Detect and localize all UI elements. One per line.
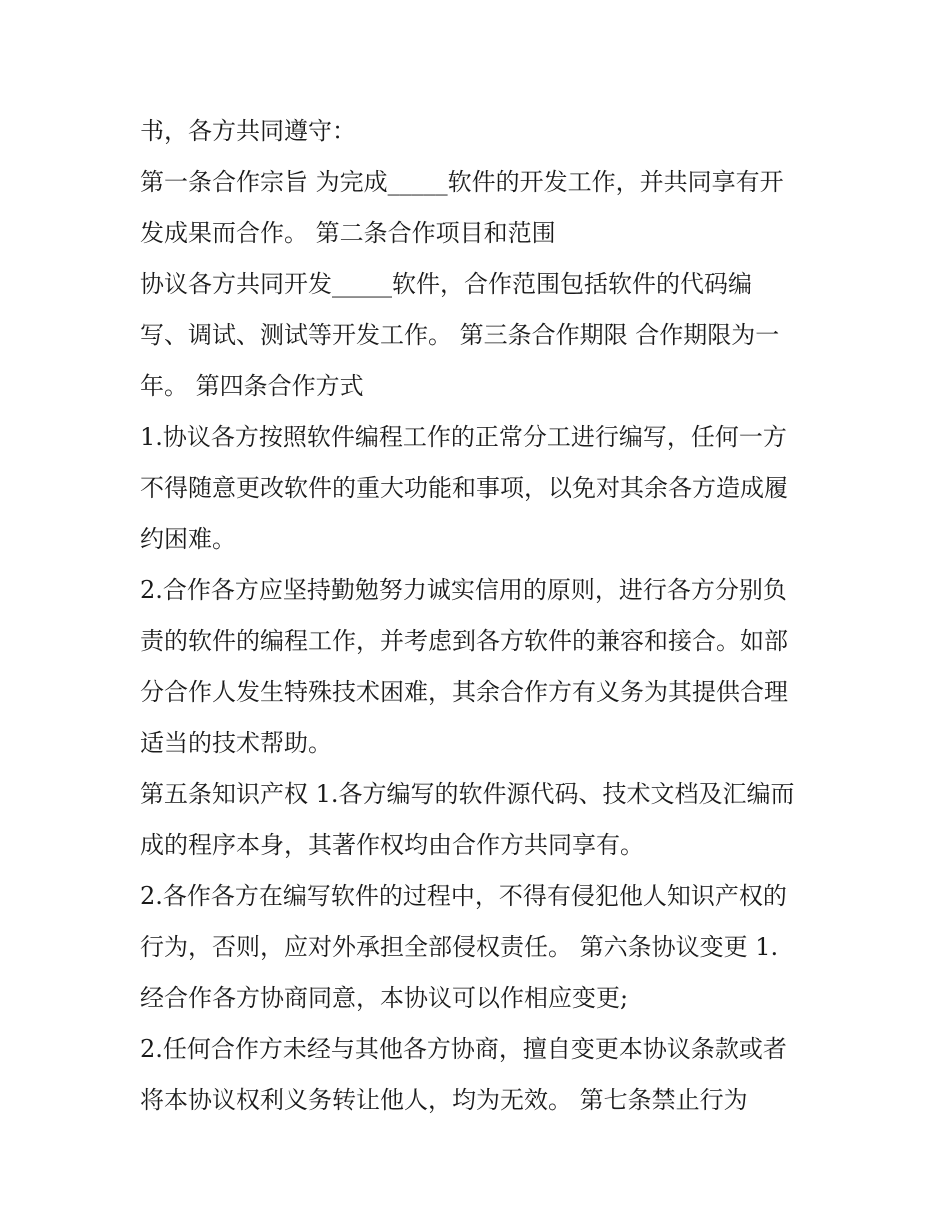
text-line: 责的软件的编程工作，并考虑到各方软件的兼容和接合。如部 [140,627,788,655]
text-line: 经合作各方协商同意，本协议可以作相应变更; [140,984,629,1012]
text-line: 2.任何合作方未经与其他各方协商，擅自变更本协议条款或者 [140,1035,787,1063]
text-line: 成的程序本身，其著作权均由合作方共同享有。 [140,831,644,859]
document-body [140,106,820,1126]
text-line: 适当的技术帮助。 [140,729,332,757]
text-line: 2.合作各方应坚持勤勉努力诚实信用的原则，进行各方分别负 [140,576,787,604]
text-line: 第五条知识产权 1.各方编写的软件源代码、技术文档及汇编而 [140,780,795,808]
text-line: 行为，否则，应对外承担全部侵权责任。 第六条协议变更 1. [140,933,779,961]
text-line: 1.协议各方按照软件编程工作的正常分工进行编写，任何一方 [140,423,787,451]
text-line: 分合作人发生特殊技术困难，其余合作方有义务为其提供合理 [140,678,788,706]
text-line: 2.各作各方在编写软件的过程中，不得有侵犯他人知识产权的 [140,882,787,910]
text-line: 约困难。 [140,525,236,553]
text-line: 协议各方共同开发_____软件，合作范围包括软件的代码编 [140,270,752,298]
text-line: 年。 第四条合作方式 [140,372,364,400]
text-line: 写、调试、测试等开发工作。 第三条合作期限 合作期限为一 [140,321,780,349]
text-line: 将本协议权利义务转让他人，均为无效。 第七条禁止行为 [140,1086,748,1114]
text-line: 第一条合作宗旨 为完成_____软件的开发工作，并共同享有开 [140,168,784,196]
text-line: 发成果而合作。 第二条合作项目和范围 [140,219,556,247]
text-line: 书，各方共同遵守： [140,117,356,145]
text-line: 不得随意更改软件的重大功能和事项，以免对其余各方造成履 [140,474,788,502]
